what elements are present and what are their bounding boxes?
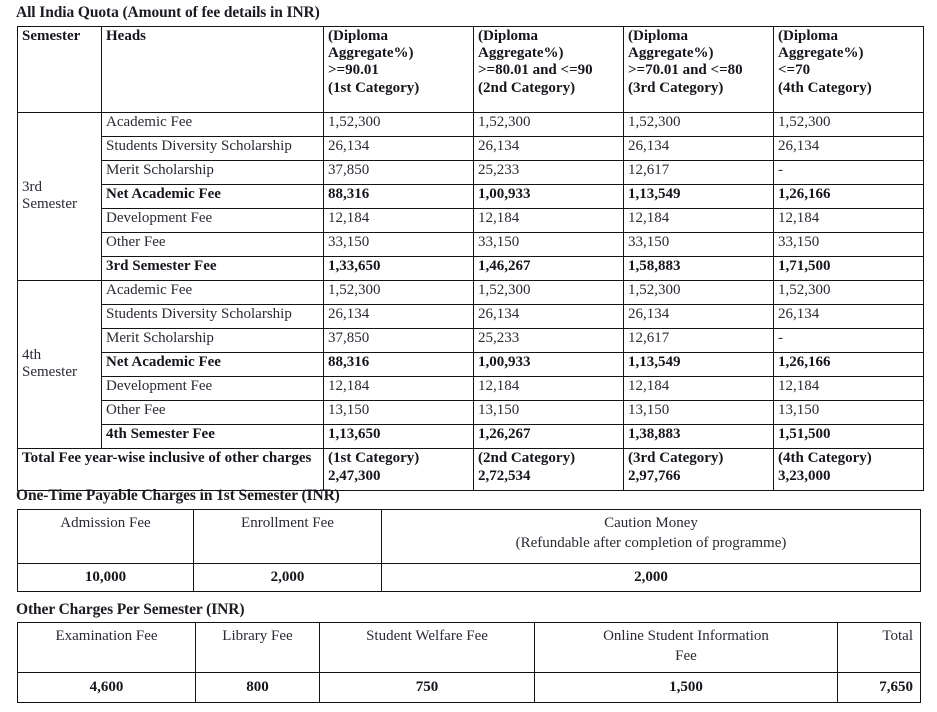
onetime-charges-title: One-Time Payable Charges in 1st Semester (INR) xyxy=(16,487,340,504)
category-2-line1: (Diploma xyxy=(478,28,538,44)
category-1-line2: Aggregate%) xyxy=(328,45,414,62)
value-total: 7,650 xyxy=(838,673,921,703)
value-examination-fee: 4,600 xyxy=(18,673,196,703)
row-value: 1,13,549 xyxy=(624,353,774,377)
row-value: 1,52,300 xyxy=(474,113,624,137)
total-amount-3: 2,97,766 xyxy=(628,467,681,484)
row-head: Merit Scholarship xyxy=(102,329,324,353)
row-value: 1,26,166 xyxy=(774,353,924,377)
total-category-2: (2nd Category) xyxy=(478,450,576,466)
total-fee-cell-1 xyxy=(324,449,474,491)
header-online-student-information-fee xyxy=(535,623,838,673)
value-student-welfare-fee: 750 xyxy=(320,673,535,703)
row-value: 25,233 xyxy=(474,161,624,185)
total-amount-1: 2,47,300 xyxy=(328,467,381,484)
row-value: 33,150 xyxy=(324,233,474,257)
other-charges-title: Other Charges Per Semester (INR) xyxy=(16,601,245,618)
row-value: 1,58,883 xyxy=(624,257,774,281)
row-head: 4th Semester Fee xyxy=(102,425,324,449)
header-category-3 xyxy=(624,27,774,113)
total-category-3: (3rd Category) xyxy=(628,450,724,466)
header-category-1 xyxy=(324,27,474,113)
row-value: 13,150 xyxy=(474,401,624,425)
row-value: 26,134 xyxy=(774,305,924,329)
row-value: 26,134 xyxy=(774,137,924,161)
value-online-student-information-fee: 1,500 xyxy=(535,673,838,703)
table-row xyxy=(18,564,921,592)
row-value: 37,850 xyxy=(324,329,474,353)
row-value: 12,184 xyxy=(774,377,924,401)
row-value: 1,13,650 xyxy=(324,425,474,449)
row-value: 88,316 xyxy=(324,353,474,377)
row-value: 37,850 xyxy=(324,161,474,185)
table-row xyxy=(18,329,924,353)
category-4-line1: (Diploma xyxy=(778,28,838,44)
header-enrollment-fee: Enrollment Fee xyxy=(194,510,382,564)
value-enrollment-fee: 2,000 xyxy=(194,564,382,592)
row-value: 1,52,300 xyxy=(624,113,774,137)
row-value: 12,617 xyxy=(624,161,774,185)
table-row xyxy=(18,281,924,305)
header-library-fee: Library Fee xyxy=(196,623,320,673)
value-library-fee: 800 xyxy=(196,673,320,703)
total-amount-2: 2,72,534 xyxy=(478,467,531,484)
header-heads: Heads xyxy=(102,27,324,113)
header-semester: Semester xyxy=(18,27,102,113)
row-value: 1,00,933 xyxy=(474,185,624,209)
row-value: 1,46,267 xyxy=(474,257,624,281)
category-2-line2: Aggregate%) xyxy=(478,45,564,62)
main-table-title: All India Quota (Amount of fee details in INR) xyxy=(16,4,320,21)
header-category-2 xyxy=(474,27,624,113)
category-3-line2: Aggregate%) xyxy=(628,45,714,62)
row-value: 26,134 xyxy=(624,137,774,161)
total-fee-cell-3 xyxy=(624,449,774,491)
row-value: 1,52,300 xyxy=(324,113,474,137)
category-1-line1: (Diploma xyxy=(328,28,388,44)
category-3-line4: (3rd Category) xyxy=(628,79,724,96)
all-india-quota-table xyxy=(17,26,924,491)
category-1-line3: >=90.01 xyxy=(328,62,379,79)
row-head: Other Fee xyxy=(102,401,324,425)
total-fee-cell-2 xyxy=(474,449,624,491)
row-value: 33,150 xyxy=(474,233,624,257)
row-value: 12,184 xyxy=(324,377,474,401)
header-admission-fee: Admission Fee xyxy=(18,510,194,564)
row-head: Academic Fee xyxy=(102,113,324,137)
row-value: - xyxy=(774,329,924,353)
total-category-1: (1st Category) xyxy=(328,450,420,466)
header-category-4 xyxy=(774,27,924,113)
total-amount-4: 3,23,000 xyxy=(778,467,831,484)
row-value: 33,150 xyxy=(624,233,774,257)
table-row xyxy=(18,113,924,137)
online-info-line2: Fee xyxy=(675,648,697,664)
row-value: 12,184 xyxy=(774,209,924,233)
caution-money-note: (Refundable after completion of programme) xyxy=(515,535,787,551)
total-fee-row xyxy=(18,449,924,491)
total-fee-cell-4 xyxy=(774,449,924,491)
row-value: 26,134 xyxy=(474,137,624,161)
row-head: Other Fee xyxy=(102,233,324,257)
row-value: 1,33,650 xyxy=(324,257,474,281)
row-value: 1,38,883 xyxy=(624,425,774,449)
category-3-line1: (Diploma xyxy=(628,28,688,44)
category-2-line3: >=80.01 and <=90 xyxy=(478,62,593,79)
row-head: Students Diversity Scholarship xyxy=(102,305,324,329)
row-value: 1,52,300 xyxy=(474,281,624,305)
row-value: 1,71,500 xyxy=(774,257,924,281)
row-value: 13,150 xyxy=(324,401,474,425)
row-value: 25,233 xyxy=(474,329,624,353)
table-header-row xyxy=(18,27,924,113)
row-head: Academic Fee xyxy=(102,281,324,305)
row-value: 12,184 xyxy=(624,377,774,401)
row-value: 26,134 xyxy=(624,305,774,329)
caution-money-label: Caution Money xyxy=(604,515,698,531)
row-value: 12,184 xyxy=(474,377,624,401)
category-4-line4: (4th Category) xyxy=(778,79,872,96)
header-caution-money xyxy=(382,510,921,564)
row-value: 12,617 xyxy=(624,329,774,353)
row-value: 1,26,267 xyxy=(474,425,624,449)
header-total: Total xyxy=(838,623,921,673)
category-2-line4: (2nd Category) xyxy=(478,79,576,96)
table-row xyxy=(18,305,924,329)
row-value: 1,13,549 xyxy=(624,185,774,209)
total-category-4: (4th Category) xyxy=(778,450,872,466)
row-head: Merit Scholarship xyxy=(102,161,324,185)
table-row xyxy=(18,353,924,377)
row-value: 1,52,300 xyxy=(774,281,924,305)
value-caution-money: 2,000 xyxy=(382,564,921,592)
header-student-welfare-fee: Student Welfare Fee xyxy=(320,623,535,673)
row-value: 12,184 xyxy=(324,209,474,233)
category-4-line3: <=70 xyxy=(778,62,811,79)
table-header-row xyxy=(18,623,921,673)
semester-label-3rd: 3rd Semester xyxy=(18,113,102,281)
row-value: 12,184 xyxy=(474,209,624,233)
row-head: Development Fee xyxy=(102,209,324,233)
online-info-line1: Online Student Information xyxy=(603,628,769,644)
table-row xyxy=(18,233,924,257)
other-charges-table xyxy=(17,622,921,703)
row-value: 1,52,300 xyxy=(324,281,474,305)
row-value: - xyxy=(774,161,924,185)
row-head: Development Fee xyxy=(102,377,324,401)
table-row xyxy=(18,209,924,233)
category-3-line3: >=70.01 and <=80 xyxy=(628,62,743,79)
value-admission-fee: 10,000 xyxy=(18,564,194,592)
table-row xyxy=(18,377,924,401)
row-value: 13,150 xyxy=(624,401,774,425)
row-head: Net Academic Fee xyxy=(102,353,324,377)
category-4-line2: Aggregate%) xyxy=(778,45,864,62)
row-value: 26,134 xyxy=(324,305,474,329)
row-value: 1,52,300 xyxy=(774,113,924,137)
total-fee-label: Total Fee year-wise inclusive of other charges xyxy=(18,449,324,491)
row-value: 1,52,300 xyxy=(624,281,774,305)
category-1-line4: (1st Category) xyxy=(328,79,420,96)
table-row xyxy=(18,161,924,185)
table-row xyxy=(18,257,924,281)
row-value: 26,134 xyxy=(474,305,624,329)
row-value: 12,184 xyxy=(624,209,774,233)
row-value: 1,51,500 xyxy=(774,425,924,449)
row-value: 1,26,166 xyxy=(774,185,924,209)
table-row xyxy=(18,137,924,161)
row-head: 3rd Semester Fee xyxy=(102,257,324,281)
table-row xyxy=(18,673,921,703)
row-value: 26,134 xyxy=(324,137,474,161)
table-row xyxy=(18,401,924,425)
row-value: 13,150 xyxy=(774,401,924,425)
header-examination-fee: Examination Fee xyxy=(18,623,196,673)
table-row xyxy=(18,185,924,209)
row-value: 1,00,933 xyxy=(474,353,624,377)
row-value: 88,316 xyxy=(324,185,474,209)
table-row xyxy=(18,425,924,449)
table-header-row xyxy=(18,510,921,564)
semester-label-4th: 4th Semester xyxy=(18,281,102,449)
row-value: 33,150 xyxy=(774,233,924,257)
row-head: Net Academic Fee xyxy=(102,185,324,209)
onetime-charges-table xyxy=(17,509,921,592)
row-head: Students Diversity Scholarship xyxy=(102,137,324,161)
